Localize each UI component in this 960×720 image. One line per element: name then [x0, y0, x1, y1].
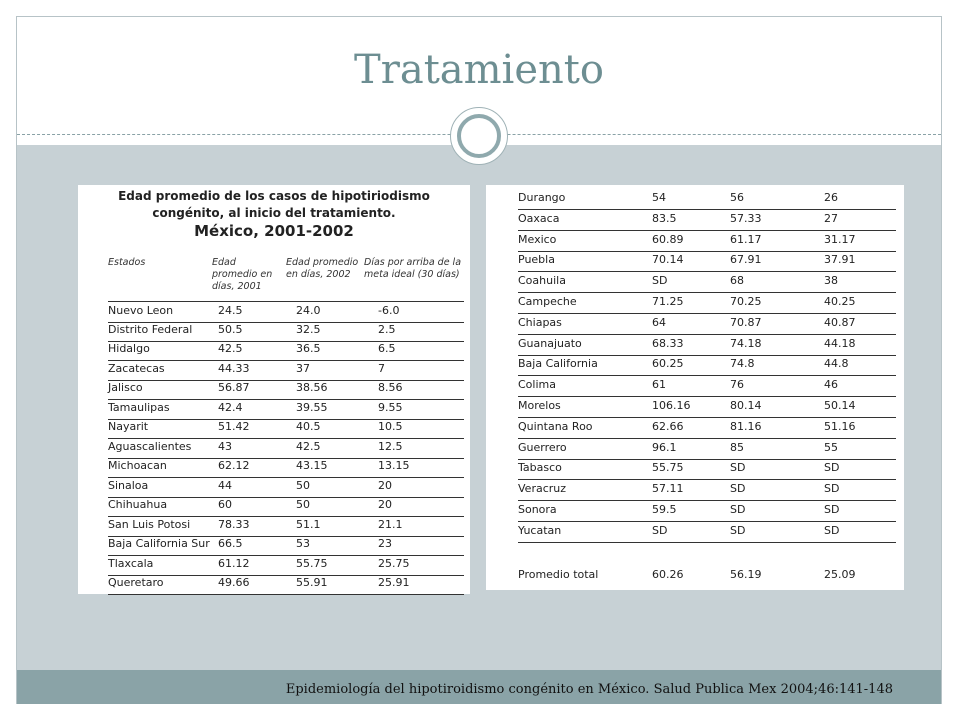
- table-row: [108, 477, 464, 498]
- table-cell: 50: [296, 478, 310, 492]
- state-name: Queretaro: [108, 576, 164, 589]
- table-cell: 74.18: [730, 336, 762, 350]
- table-row: [108, 496, 464, 517]
- table-cell: 38: [824, 274, 838, 288]
- table-cell: 83.5: [652, 211, 677, 225]
- table-cell: SD: [824, 461, 840, 475]
- table-cell: 55.75: [652, 461, 684, 475]
- table-cell: 74.8: [730, 357, 755, 371]
- table-cell: 62.66: [652, 419, 684, 433]
- table-row: [518, 355, 896, 376]
- table-cell: 37: [296, 361, 310, 375]
- table-cell: 9.55: [378, 400, 403, 414]
- table-image-right: [486, 185, 904, 590]
- state-name: Zacatecas: [108, 361, 165, 375]
- table-cell: 56.87: [218, 381, 250, 394]
- table-cell: 51.42: [218, 420, 250, 433]
- table-row: [108, 360, 464, 381]
- table-cell: 51.1: [296, 517, 321, 531]
- state-name: Michoacan: [108, 459, 167, 472]
- table-row: [518, 335, 896, 356]
- state-name: Colima: [518, 378, 556, 392]
- table-cell: 70.14: [652, 253, 684, 267]
- total-row: [518, 566, 896, 586]
- state-name: Nayarit: [108, 420, 149, 433]
- table-cell: 13.15: [378, 459, 410, 472]
- table-cell: 61.12: [218, 556, 250, 570]
- state-name: San Luis Potosi: [108, 517, 191, 531]
- table-cell: 26: [824, 191, 838, 204]
- total-label: Promedio total: [518, 568, 599, 581]
- table-cell: 56: [730, 191, 744, 204]
- slide-title: Tratamiento: [354, 47, 604, 93]
- table-row: [518, 376, 896, 397]
- table-cell: 67.91: [730, 253, 762, 267]
- state-name: Campeche: [518, 295, 577, 308]
- state-name: Puebla: [518, 253, 555, 267]
- table-cell: 40.5: [296, 420, 321, 433]
- ornament-ring: [457, 114, 501, 158]
- state-name: Morelos: [518, 399, 561, 412]
- table-cell: 62.12: [218, 459, 250, 472]
- table-cell: 85: [730, 440, 744, 454]
- state-name: Chihuahua: [108, 498, 168, 511]
- table-cell: SD: [824, 523, 840, 537]
- state-name: Aguascalientes: [108, 439, 192, 453]
- table-title-line1: Edad promedio de los casos de hipotiriodismo: [118, 189, 430, 203]
- table-row: [108, 379, 464, 400]
- table-row: [108, 399, 464, 420]
- table-cell: 44.18: [824, 336, 856, 350]
- table-cell: 27: [824, 211, 838, 225]
- table-cell: 8.56: [378, 381, 403, 394]
- table-cell: 43: [218, 439, 232, 453]
- table-row: [518, 293, 896, 314]
- table-cell: 6.5: [378, 342, 396, 355]
- table-cell: SD: [730, 523, 746, 537]
- table-cell: SD: [652, 523, 668, 537]
- state-name: Durango: [518, 191, 566, 204]
- state-name: Hidalgo: [108, 342, 150, 355]
- table-cell: 60.89: [652, 232, 684, 246]
- table-row: [518, 459, 896, 480]
- table-row: [108, 438, 464, 459]
- table-cell: 12.5: [378, 439, 403, 453]
- state-name: Sonora: [518, 503, 557, 516]
- table-title-line2: congénito, al inicio del tratamiento.: [152, 206, 396, 220]
- table-cell: 32.5: [296, 322, 321, 336]
- table-cell: 59.5: [652, 503, 677, 516]
- table-cell: 60: [218, 498, 232, 511]
- table-cell: 55.75: [296, 556, 328, 570]
- table-cell: 46: [824, 378, 838, 392]
- table-cell: 106.16: [652, 399, 691, 412]
- table-cell: 55.91: [296, 576, 328, 589]
- state-name: Chiapas: [518, 315, 562, 329]
- table-row: [518, 272, 896, 293]
- state-name: Distrito Federal: [108, 322, 193, 336]
- table-cell: 61.17: [730, 232, 762, 246]
- table-cell: 68: [730, 274, 744, 288]
- table-cell: 37.91: [824, 253, 856, 267]
- footer-citation: Epidemiología del hipotiroidismo congénito en México. Salud Publica Mex 2004;46:141-148: [285, 682, 893, 697]
- table-row: [108, 418, 464, 439]
- table-cell: 2.5: [378, 322, 396, 336]
- table-cell: 66.5: [218, 537, 243, 550]
- table-title-line3: México, 2001-2002: [194, 222, 354, 240]
- table-cell: 76: [730, 378, 744, 392]
- table-cell: 68.33: [652, 336, 684, 350]
- table-cell: -6.0: [378, 304, 400, 317]
- table-cell: 96.1: [652, 440, 677, 454]
- table-cell: SD: [824, 503, 840, 516]
- table-image-left: [78, 185, 470, 594]
- table-cell: 51.16: [824, 419, 856, 433]
- table-cell: SD: [730, 503, 746, 516]
- state-name: Yucatan: [518, 523, 562, 537]
- table-cell: 61: [652, 378, 666, 392]
- state-name: Coahuila: [518, 274, 566, 288]
- header-states: Estados: [108, 257, 146, 268]
- table-row: [108, 555, 464, 576]
- table-cell: 44.33: [218, 361, 250, 375]
- table-row: [518, 418, 896, 439]
- table-row: [108, 574, 464, 595]
- table-cell: 40.25: [824, 295, 856, 308]
- state-name: Jalisco: [108, 381, 143, 394]
- table-cell: 42.5: [296, 439, 321, 453]
- table-cell: 44: [218, 478, 232, 492]
- table-row: [108, 340, 464, 361]
- table-cell: SD: [824, 482, 840, 496]
- table-cell: 78.33: [218, 517, 250, 531]
- table-cell: 7: [378, 361, 385, 375]
- state-name: Tlaxcala: [108, 556, 154, 570]
- table-row: [518, 480, 896, 501]
- table-row: [518, 231, 896, 252]
- table-cell: 49.66: [218, 576, 250, 589]
- table-row: [518, 501, 896, 522]
- total-over-goal: 25.09: [824, 568, 856, 581]
- table-row: [518, 251, 896, 272]
- table-cell: 38.56: [296, 381, 328, 394]
- state-name: Baja California: [518, 357, 598, 371]
- table-cell: 64: [652, 315, 666, 329]
- table-cell: 81.16: [730, 419, 762, 433]
- table-row: [108, 457, 464, 478]
- table-cell: 44.8: [824, 357, 849, 371]
- state-name: Tabasco: [518, 461, 562, 475]
- table-cell: 25.91: [378, 576, 410, 589]
- state-name: Tamaulipas: [108, 400, 170, 414]
- table-cell: 23: [378, 537, 392, 550]
- table-cell: 10.5: [378, 420, 403, 433]
- table-cell: SD: [652, 274, 668, 288]
- table-cell: 50.14: [824, 399, 856, 412]
- state-name: Quintana Roo: [518, 419, 593, 433]
- state-name: Sinaloa: [108, 478, 149, 492]
- table-cell: 40.87: [824, 315, 856, 329]
- table-row: [518, 522, 896, 543]
- state-name: Guerrero: [518, 440, 567, 454]
- table-row: [518, 439, 896, 460]
- table-cell: 55: [824, 440, 838, 454]
- table-row: [108, 535, 464, 556]
- table-cell: SD: [730, 461, 746, 475]
- table-row: [108, 321, 464, 342]
- table-cell: 36.5: [296, 342, 321, 355]
- header-over-goal: Días por arriba de la meta ideal (30 días): [364, 257, 462, 280]
- table-cell: 53: [296, 537, 310, 550]
- total-2001: 60.26: [652, 568, 684, 581]
- state-name: Oaxaca: [518, 211, 560, 225]
- table-cell: 54: [652, 191, 666, 204]
- state-name: Veracruz: [518, 482, 567, 496]
- table-cell: 31.17: [824, 232, 856, 246]
- table-cell: 20: [378, 478, 392, 492]
- table-cell: 60.25: [652, 357, 684, 371]
- table-row: [518, 397, 896, 418]
- table-row: [108, 516, 464, 537]
- table-row: [518, 314, 896, 335]
- table-cell: 42.4: [218, 400, 243, 414]
- table-cell: 39.55: [296, 400, 328, 414]
- header-2001: Edad promedio en días, 2001: [212, 257, 273, 292]
- table-row: [518, 210, 896, 231]
- state-name: Nuevo Leon: [108, 304, 174, 317]
- table-cell: 43.15: [296, 459, 328, 472]
- header-2002: Edad promedio en días, 2002: [286, 257, 359, 280]
- table-cell: 80.14: [730, 399, 762, 412]
- table-cell: 24.5: [218, 304, 243, 317]
- table-cell: 21.1: [378, 517, 403, 531]
- table-cell: 57.33: [730, 211, 762, 225]
- table-cell: 70.87: [730, 315, 762, 329]
- ornament-circle-icon: [450, 107, 508, 165]
- total-2002: 56.19: [730, 568, 762, 581]
- table-cell: 20: [378, 498, 392, 511]
- table-cell: 50.5: [218, 322, 243, 336]
- table-cell: 25.75: [378, 556, 410, 570]
- table-cell: 70.25: [730, 295, 762, 308]
- table-row: [518, 189, 896, 210]
- footer-bar: [17, 670, 941, 704]
- state-name: Mexico: [518, 232, 557, 246]
- state-name: Guanajuato: [518, 336, 582, 350]
- table-cell: 24.0: [296, 304, 321, 317]
- table-cell: 71.25: [652, 295, 684, 308]
- table-cell: SD: [730, 482, 746, 496]
- table-cell: 42.5: [218, 342, 243, 355]
- table-cell: 50: [296, 498, 310, 511]
- table-cell: 57.11: [652, 482, 684, 496]
- state-name: Baja California Sur: [108, 537, 210, 550]
